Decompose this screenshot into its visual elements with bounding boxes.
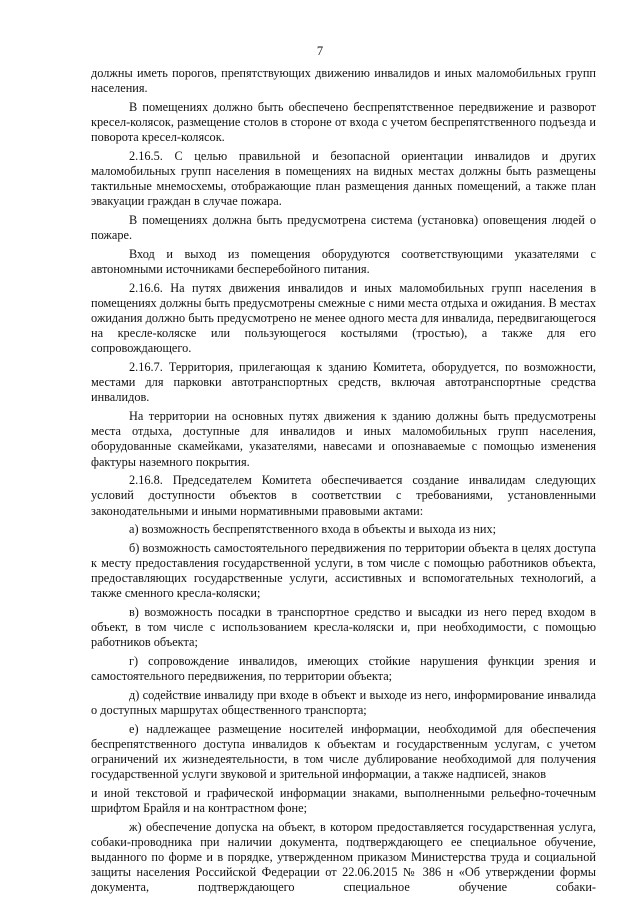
paragraph: Вход и выход из помещения оборудуются соответствующими указателями с автономными источниками бесперебойного питания. (91, 246, 596, 276)
paragraph: На территории на основных путях движения к зданию должны быть предусмотрены места отдыха, доступные для инвалидов и иных маломобильных групп населения, оборудованные скамейками, указателями, навесами и опознаваемые с помощью изменения фактуры наземного покрытия. (91, 409, 596, 469)
paragraph: В помещениях должно быть обеспечено беспрепятственное передвижение и разворот кресел-колясок, размещение столов в стороне от входа с учетом беспрепятственного подъезда и поворота кресел-колясок. (91, 99, 596, 145)
paragraph: 2.16.8. Председателем Комитета обеспечивается создание инвалидам следующих условий доступности объектов в соответствии с требованиями, установленными законодательными и иными нормативными правовыми актами: (91, 473, 596, 518)
paragraph: В помещениях должна быть предусмотрена система (установка) оповещения людей о пожаре. (91, 213, 596, 243)
list-item: е) надлежащее размещение носителей информации, необходимой для обеспечения беспрепятственного доступа инвалидов к объектам и государственным услугам, с учетом ограничений их жизнедеятельности, в том числе дублирование необходимой для получения государственной услуги звуковой и зрительной информации, а также надписей, знаков (91, 721, 596, 782)
list-item: б) возможность самостоятельного передвижения по территории объекта в целях доступа к месту предоставления государственной услуги, в том числе с помощью работников объекта, предоставляющих государственные услуги, ассистивных и вспомогательных технологий, а также сменного кресла-коляски; (91, 540, 596, 601)
list-item: ж) обеспечение допуска на объект, в котором предоставляется государственная услуга, собаки-проводника при наличии документа, подтверждающего ее специальное обучение, выданного по форме и в порядке, утвержденном приказом Министерства труда и социальной защиты населения Российской Федерации от 22.06.2015 № 386 н «Об утверждении формы документа, подтверждающего специальное обучение собаки- (91, 819, 596, 895)
list-item: в) возможность посадки в транспортное средство и высадки из него перед входом в объект, в том числе с использованием кресла-коляски и, при необходимости, с помощью работников объекта; (91, 605, 596, 650)
list-item: д) содействие инвалиду при входе в объект и выходе из него, информирование инвалида о доступных маршрутах общественного транспорта; (91, 687, 596, 717)
paragraph: должны иметь порогов, препятствующих движению инвалидов и иных маломобильных групп населения. (91, 66, 596, 96)
paragraph: 2.16.6. На путях движения инвалидов и иных маломобильных групп населения в помещениях должны быть предусмотрены смежные с ними места отдыха и ожидания. В местах ожидания должно быть предусмотрено не менее одного места для инвалида, передвигающегося на кресле-коляске или пользующегося костылями (тростью), а также для его сопровождающего. (91, 280, 596, 356)
page-number: 7 (316, 44, 324, 58)
list-item: а) возможность беспрепятственного входа в объекты и выхода из них; (129, 522, 497, 537)
list-item-continuation: и иной текстовой и графической информации знаками, выполненными рельефно-точечным шрифтом Брайля и на контрастном фоне; (91, 785, 596, 815)
document-body (91, 66, 596, 896)
list-item: г) сопровождение инвалидов, имеющих стойкие нарушения функции зрения и самостоятельного передвижения, по территории объекта; (91, 654, 596, 684)
paragraph: 2.16.7. Территория, прилегающая к зданию Комитета, оборудуется, по возможности, местами для парковки автотранспортных средств, включая автотранспортные средства инвалидов. (91, 360, 596, 405)
paragraph: 2.16.5. С целью правильной и безопасной ориентации инвалидов и других маломобильных групп населения в помещениях на видных местах должны быть размещены тактильные мнемосхемы, отображающие план размещения данных помещений, а также план эвакуации граждан в случае пожара. (91, 148, 596, 209)
